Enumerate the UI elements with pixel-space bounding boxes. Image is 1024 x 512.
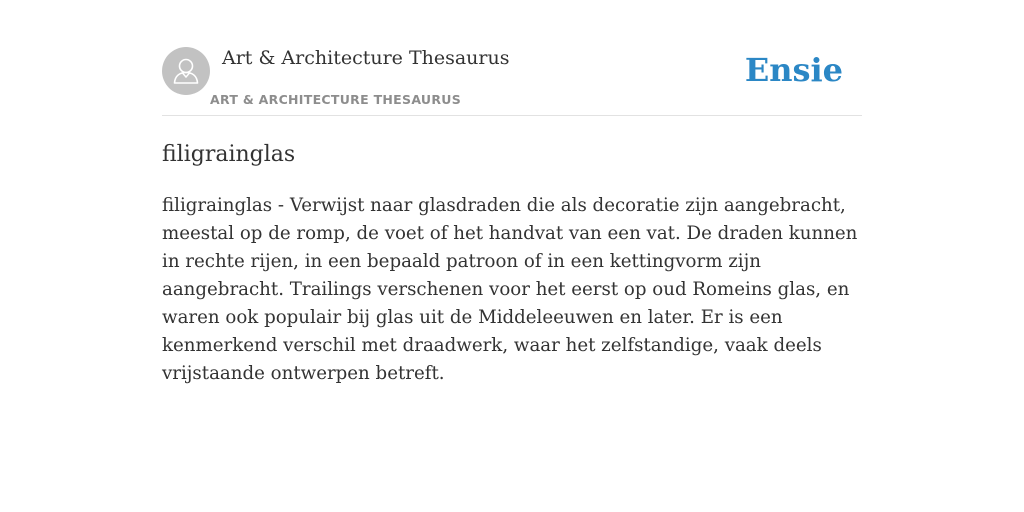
user-avatar-icon[interactable] [162, 47, 210, 95]
ensie-logo[interactable]: Ensie [744, 51, 843, 89]
term-title: filigrainglas [162, 142, 296, 167]
entry-header [162, 40, 862, 116]
person-outline-icon [162, 47, 210, 95]
source-label[interactable]: ART & ARCHITECTURE THESAURUS [210, 92, 462, 107]
author-name[interactable]: Art & Architecture Thesaurus [222, 47, 510, 69]
definition-text: filigrainglas - Verwijst naar glasdraden die als decoratie zijn aangebracht, meestal op de romp, de voet of het handvat van een vat. De draden kunnen in rechte rijen, in een bepaald patroon of in een kettingvorm zijn aangebracht. Trailings verschenen voor het eerst op oud Romeins glas, en waren ook populair bij glas uit de Middeleeuwen en later. Er is een kenmerkend verschil met draadwerk, waar het zelfstandige, vaak deels vrijstaande ontwerpen betreft. [162, 195, 858, 384]
